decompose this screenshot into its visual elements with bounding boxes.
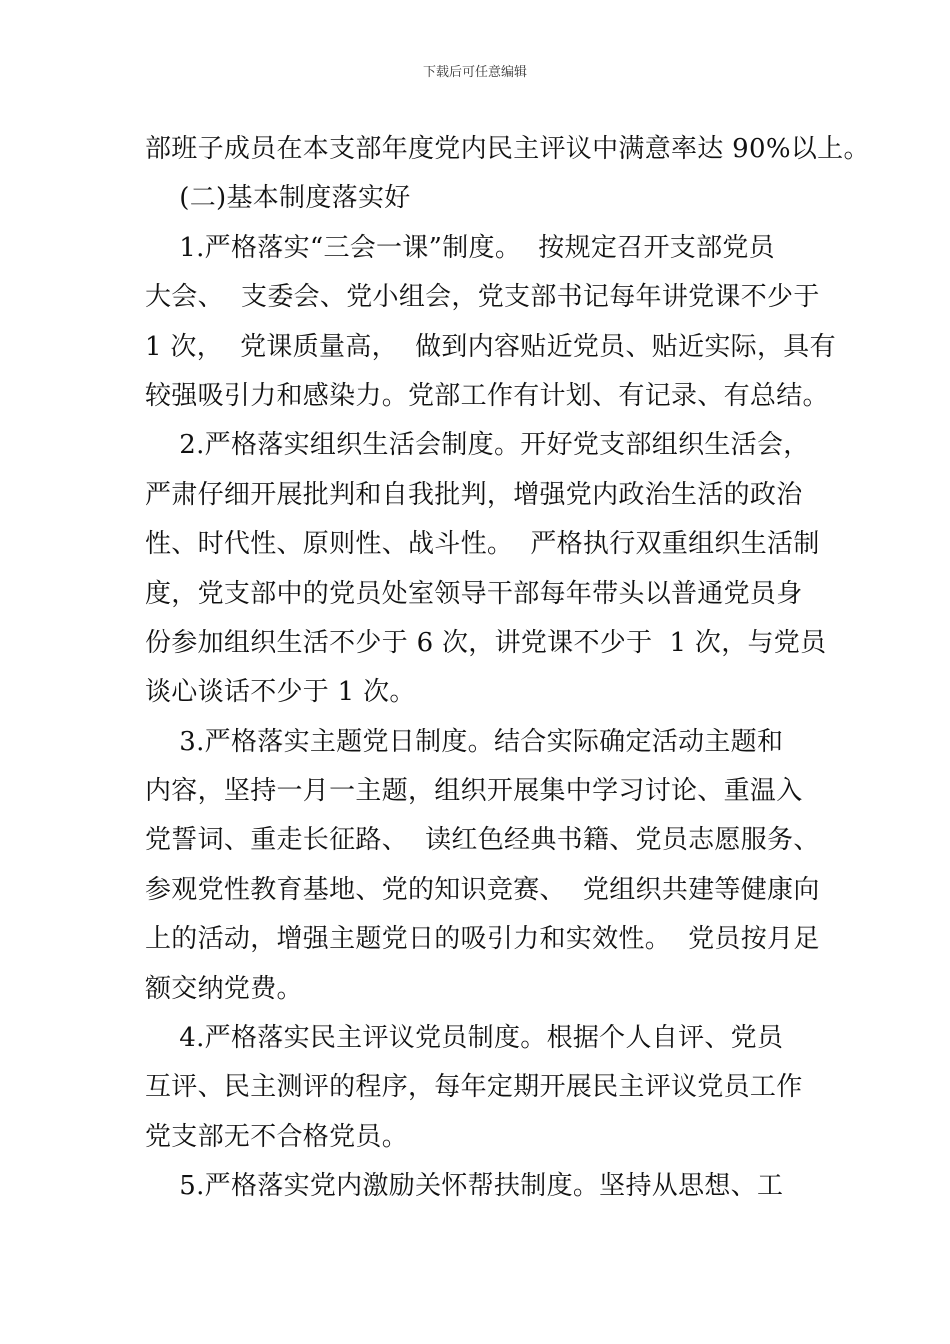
text-line: 1 次， 党课质量高， 做到内容贴近党员、贴近实际，具有 xyxy=(145,331,836,362)
text-line: 党誓词、重走长征路、 读红色经典书籍、党员志愿服务、 xyxy=(145,825,820,856)
page-header: 下载后可任意编辑 xyxy=(422,65,527,80)
text-line: 互评、民主测评的程序，每年定期开展民主评议党员工作 xyxy=(145,1072,803,1103)
text-line: 额交纳党费。 xyxy=(145,973,303,1004)
section-heading: (二)基本制度落实好 xyxy=(145,183,411,214)
text-line: 份参加组织生活不少于 6 次，讲党课不少于 1 次，与党员 xyxy=(145,627,827,658)
text-line: 2.严格落实组织生活会制度。开好党支部组织生活会， xyxy=(145,430,810,461)
text-line: 部班子成员在本支部年度党内民主评议中满意率达 90%以上。 xyxy=(145,134,870,164)
text-line: 党支部无不合格党员。 xyxy=(145,1121,409,1152)
text-line: 性、时代性、原则性、战斗性。 严格执行双重组织生活制 xyxy=(145,529,820,560)
text-line: 大会、 支委会、党小组会，党支部书记每年讲党课不少于 xyxy=(145,282,820,313)
text-line: 4.严格落实民主评议党员制度。根据个人自评、党员 xyxy=(145,1023,784,1054)
text-line: 谈心谈话不少于 1 次。 xyxy=(145,677,416,708)
text-line: 5.严格落实党内激励关怀帮扶制度。坚持从思想、工 xyxy=(145,1171,784,1202)
document-body xyxy=(145,125,870,1212)
text-line: 1.严格落实“三会一课”制度。 按规定召开支部党员 xyxy=(145,232,775,263)
text-line: 较强吸引力和感染力。党部工作有计划、有记录、有总结。 xyxy=(145,380,829,411)
text-line: 参观党性教育基地、党的知识竞赛、 党组织共建等健康向 xyxy=(145,874,820,905)
text-line: 度，党支部中的党员处室领导干部每年带头以普通党员身 xyxy=(145,578,803,609)
text-line: 上的活动，增强主题党日的吸引力和实效性。 党员按月足 xyxy=(145,924,820,955)
text-line: 3.严格落实主题党日制度。结合实际确定活动主题和 xyxy=(145,726,784,757)
text-line: 内容，坚持一月一主题，组织开展集中学习讨论、重温入 xyxy=(145,776,803,807)
text-line: 严肃仔细开展批判和自我批判，增强党内政治生活的政治 xyxy=(145,479,803,510)
